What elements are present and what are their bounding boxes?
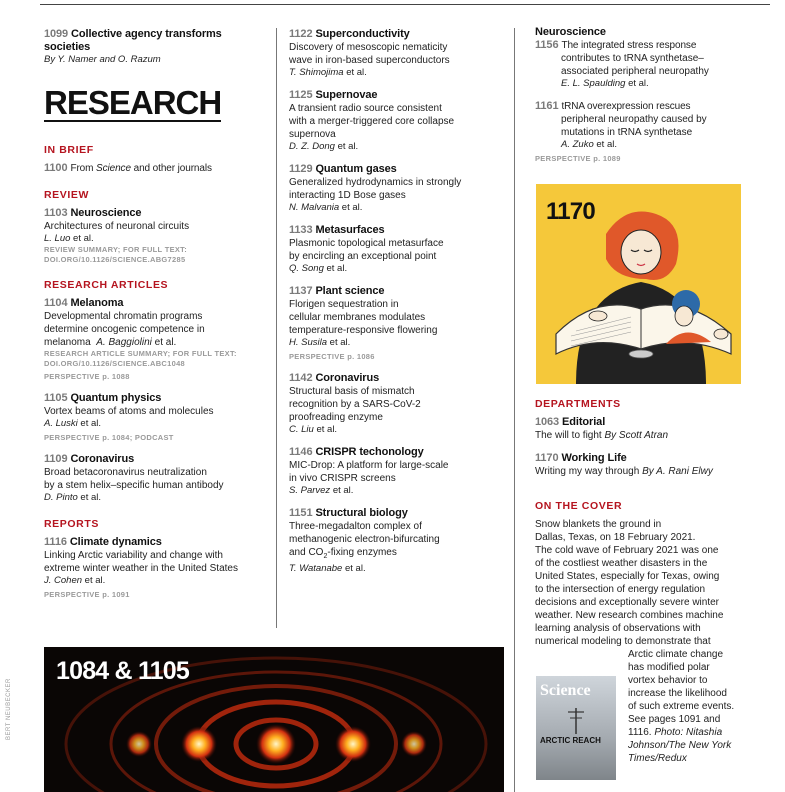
entry-number: 1137 [289, 285, 313, 297]
entry-1151[interactable] [289, 507, 499, 575]
image-page-label: 1170 [546, 198, 595, 225]
et-al: et al. [323, 263, 348, 274]
vortex-beam-image [44, 647, 504, 792]
desc-line: associated peripheral neuropathy [561, 66, 709, 77]
desc-line: recognition by a SARS-CoV-2 [289, 399, 421, 410]
cover-line: decisions and exceptionally severe winter [535, 597, 719, 608]
entry-1142[interactable] [289, 372, 499, 436]
desc-line: contributes to tRNA synthetase– [561, 53, 704, 64]
entry-authors [289, 67, 499, 79]
perspective-note: PERSPECTIVE p. 1088 [44, 372, 130, 381]
cover-side-line: See pages 1091 and [628, 714, 721, 725]
entry-number: 1104 [44, 297, 68, 309]
entry-title[interactable]: Coronavirus [70, 453, 135, 465]
entry-authors [44, 575, 264, 587]
entry-description: Writing my way through [535, 466, 640, 477]
entry-1146[interactable] [289, 446, 499, 497]
cover-line: numerical modeling to demonstrate that [535, 636, 711, 647]
entry-number: 1133 [289, 224, 313, 236]
departments-heading: DEPARTMENTS [535, 398, 621, 410]
et-al: et al. [70, 233, 94, 244]
cover-line: to the intersection of energy regulation [535, 584, 706, 595]
entry-number: 1116 [44, 536, 67, 548]
entry-authors [535, 78, 745, 90]
entry-number: 1156 [535, 39, 559, 51]
desc-line: Discovery of mesoscopic nematicity [289, 42, 448, 53]
desc-line: with a merger-triggered core collapse [289, 116, 455, 127]
cover-line: Snow blankets the ground in [535, 519, 662, 530]
perspective-note: PERSPECTIVE p. 1086 [289, 352, 375, 361]
desc-line: temperature-responsive flowering [289, 325, 438, 336]
entry-number: 1099 [44, 28, 69, 40]
entry-title[interactable]: Collective agency transforms societies [44, 28, 222, 53]
power-tower-icon [536, 676, 616, 780]
entry-authors [44, 492, 264, 504]
column-divider-1 [276, 28, 277, 628]
desc-line [289, 546, 499, 563]
author: N. Malvania [289, 202, 340, 213]
desc-line: by a stem helix–specific human antibody [44, 480, 224, 491]
cover-line: United States, especially for Texas, owing [535, 571, 720, 582]
author: H. Susila [289, 337, 328, 348]
entry-authors [289, 563, 499, 575]
desc-line: extreme winter weather in the United States [44, 563, 238, 574]
entry-description: The will to fight [535, 430, 602, 441]
review-heading: REVIEW [44, 189, 90, 201]
perspective-note: PERSPECTIVE p. 1084; PODCAST [44, 433, 174, 442]
entry-number: 1142 [289, 372, 313, 384]
et-al: et al. [327, 337, 351, 348]
entry-1099[interactable] [44, 28, 264, 66]
entry-title[interactable]: Superconductivity [315, 28, 410, 40]
entry-title[interactable]: Quantum physics [70, 392, 162, 404]
desc-line: Plasmonic topological metasurface [289, 238, 444, 249]
entry-number: 1129 [289, 163, 313, 175]
cover-line: learning analysis of observations with [535, 623, 701, 634]
cover-line: The cold wave of February 2021 was one [535, 545, 719, 556]
column-middle [289, 28, 499, 585]
entry-title[interactable]: Supernovae [315, 89, 378, 101]
et-al: et al. [343, 67, 367, 78]
byline: By A. Rani Elwy [642, 466, 713, 477]
column-divider-2 [514, 28, 515, 792]
entry-1103[interactable] [44, 207, 264, 265]
author: E. L. Spaulding [561, 78, 626, 89]
entry-title[interactable]: Melanoma [70, 297, 124, 309]
author: S. Parvez [289, 485, 331, 496]
column-right [535, 28, 745, 174]
entry-number: 1109 [44, 453, 68, 465]
byline: By Scott Atran [604, 430, 669, 441]
desc-line: cellular membranes modulates [289, 312, 426, 323]
on-the-cover-heading: ON THE COVER [535, 500, 623, 512]
desc-line [44, 336, 264, 349]
desc-line: methanogenic electron-bifurcating [289, 534, 440, 545]
desc-line: in vivo CRISPR screens [289, 473, 396, 484]
entry-authors [289, 202, 499, 214]
cover-line: Dallas, Texas, on 18 February 2021. [535, 532, 696, 543]
desc-line: interacting 1D Bose gases [289, 190, 406, 201]
cover-side-line: vortex behavior to [628, 675, 708, 686]
desc-line: determine oncogenic competence in [44, 324, 205, 335]
desc-line: tRNA overexpression rescues [561, 101, 691, 112]
desc-line: mutations in tRNA synthetase [561, 127, 693, 138]
entry-1100[interactable] [44, 162, 264, 175]
entry-authors [44, 233, 264, 245]
author: T. Watanabe [289, 563, 343, 574]
et-al: et al. [313, 424, 338, 435]
entry-1105[interactable] [44, 392, 264, 443]
entry-1129[interactable] [289, 163, 499, 214]
photo-credit-text: Photo: Nitashia [654, 727, 723, 738]
note: REVIEW SUMMARY; FOR FULL TEXT: [44, 245, 188, 254]
cover-text-pages: 1116. [628, 727, 655, 738]
et-al: et al. [339, 202, 363, 213]
entry-number: 1122 [289, 28, 313, 40]
image-page-label: 1084 & 1105 [56, 657, 189, 685]
desc-line: Generalized hydrodynamics in strongly [289, 177, 462, 188]
note: RESEARCH ARTICLE SUMMARY; FOR FULL TEXT: [44, 349, 237, 358]
photo-credit-line: Times/Redux [628, 753, 687, 764]
et-al: et al. [151, 337, 177, 348]
entry-authors [535, 139, 745, 151]
entry-authors [289, 263, 499, 275]
perspective-note: PERSPECTIVE p. 1091 [44, 590, 130, 599]
perspective-note: PERSPECTIVE p. 1089 [535, 154, 621, 163]
author: D. Z. Dong [289, 141, 335, 152]
cover-side-line: increase the likelihood [628, 688, 727, 699]
desc-line: MIC-Drop: A platform for large-scale [289, 460, 449, 471]
entry-authors: By Y. Namer and O. Razum [44, 54, 161, 65]
entry-1133[interactable] [289, 224, 499, 275]
entry-1170[interactable] [535, 452, 745, 478]
entry-title[interactable]: Coronavirus [315, 372, 380, 384]
research-articles-heading: RESEARCH ARTICLES [44, 279, 169, 291]
subscript: 2 [323, 553, 328, 560]
desc-line: A transient radio source consistent [289, 103, 442, 114]
cover-side-line: of such extreme events. [628, 701, 735, 712]
desc-line: Linking Arctic variability and change with [44, 550, 223, 561]
et-al: et al. [77, 418, 102, 429]
in-brief-heading: IN BRIEF [44, 144, 94, 156]
author: A. Zuko [561, 139, 594, 150]
cover-thumbnail[interactable] [536, 676, 616, 780]
entry-authors [289, 337, 499, 349]
entry-1161[interactable] [535, 100, 745, 164]
author: D. Pinto [44, 492, 78, 503]
et-al: et al. [77, 492, 102, 503]
author: J. Cohen [44, 575, 83, 586]
et-al: et al. [593, 139, 617, 150]
et-al: et al. [334, 141, 359, 152]
photo-credit: BERT NEUBECKER [6, 678, 12, 740]
entry-1156[interactable] [535, 39, 745, 90]
entry-1137[interactable] [289, 285, 499, 362]
entry-title[interactable]: Working Life [561, 452, 627, 464]
entry-1116[interactable] [44, 536, 264, 600]
cover-side-line: has modified polar [628, 662, 710, 673]
entry-1122[interactable] [289, 28, 499, 79]
entry-number: 1125 [289, 89, 313, 101]
entry-title[interactable]: Quantum gases [315, 163, 397, 175]
desc-line: Developmental chromatin programs [44, 311, 203, 322]
report-list [289, 28, 499, 497]
entry-number: 1170 [535, 452, 559, 464]
entry-title[interactable]: Climate dynamics [69, 536, 162, 548]
author: C. Liu [289, 424, 314, 435]
entry-1109[interactable] [44, 453, 264, 504]
entry-number: 1105 [44, 392, 68, 404]
desc-line: peripheral neuropathy caused by [561, 114, 707, 125]
entry-number: 1100 [44, 162, 68, 174]
entry-authors [289, 141, 499, 153]
entry-description: Vortex beams of atoms and molecules [44, 406, 214, 417]
section-title-research: RESEARCH [44, 84, 222, 121]
cover-description [535, 518, 745, 648]
author: T. Shimojima [289, 67, 344, 78]
cover-title: ARCTIC REACH [540, 736, 601, 745]
entry-1104[interactable] [44, 297, 264, 382]
desc-text: melanoma [44, 337, 91, 348]
cover-line: of the costliest weather disasters in the [535, 558, 708, 569]
desc-line: wave in iron-based superconductors [289, 55, 450, 66]
et-al: et al. [330, 485, 354, 496]
cover-line: weather. New research combines machine [535, 610, 724, 621]
column-left [44, 28, 264, 610]
doi-link[interactable]: DOI.ORG/10.1126/SCIENCE.ABG7285 [44, 255, 186, 264]
entry-authors [44, 418, 264, 430]
entry-1063[interactable] [535, 416, 745, 442]
desc-line: Broad betacoronavirus neutralization [44, 467, 207, 478]
author: L. Luo [44, 233, 71, 244]
entry-title[interactable]: Editorial [562, 416, 606, 428]
doi-link[interactable]: DOI.ORG/10.1126/SCIENCE.ABC1048 [44, 359, 186, 368]
desc-text: and CO [289, 547, 324, 558]
desc-text: -fixing enzymes [327, 547, 397, 558]
entry-1125[interactable] [289, 89, 499, 153]
entry-number: 1161 [535, 100, 559, 112]
desc-line: supernova [289, 129, 336, 140]
desc-line: The integrated stress response [561, 40, 697, 51]
brief-text-science: Science [96, 163, 131, 174]
photo-credit-line: Johnson/The New York [628, 740, 732, 751]
entry-title[interactable]: Neuroscience [70, 207, 142, 219]
desc-line: proofreading enzyme [289, 412, 383, 423]
desc-line: Structural basis of mismatch [289, 386, 415, 397]
et-al: et al. [342, 563, 366, 574]
entry-number: 1146 [289, 446, 313, 458]
entry-authors [289, 424, 499, 436]
reports-heading: REPORTS [44, 518, 99, 530]
top-rule [40, 4, 770, 5]
et-al: et al. [82, 575, 106, 586]
brief-text-post: and other journals [130, 163, 212, 174]
entry-description: Architectures of neuronal circuits [44, 221, 190, 232]
entry-title[interactable]: Structural biology [315, 507, 408, 519]
entry-number: 1063 [535, 416, 560, 428]
entry-title[interactable]: Plant science [315, 285, 385, 297]
entry-title[interactable]: Metasurfaces [315, 224, 385, 236]
entry-title[interactable]: CRISPR techonology [315, 446, 424, 458]
subject-heading: Neuroscience [535, 26, 606, 38]
author: A. Luski [44, 418, 78, 429]
desc-line: Three-megadalton complex of [289, 521, 422, 532]
working-life-illustration [536, 184, 741, 384]
entry-number: 1103 [44, 207, 68, 219]
entry-number: 1151 [289, 507, 313, 519]
et-al: et al. [625, 78, 649, 89]
author: A. Baggiolini [96, 337, 152, 348]
desc-line: by encircling an exceptional point [289, 251, 437, 262]
cover-masthead: Science [540, 682, 591, 699]
brief-text-pre: From [70, 163, 97, 174]
desc-line: Florigen sequestration in [289, 299, 399, 310]
author: Q. Song [289, 263, 324, 274]
entry-authors [289, 485, 499, 497]
cover-side-line: Arctic climate change [628, 649, 724, 660]
